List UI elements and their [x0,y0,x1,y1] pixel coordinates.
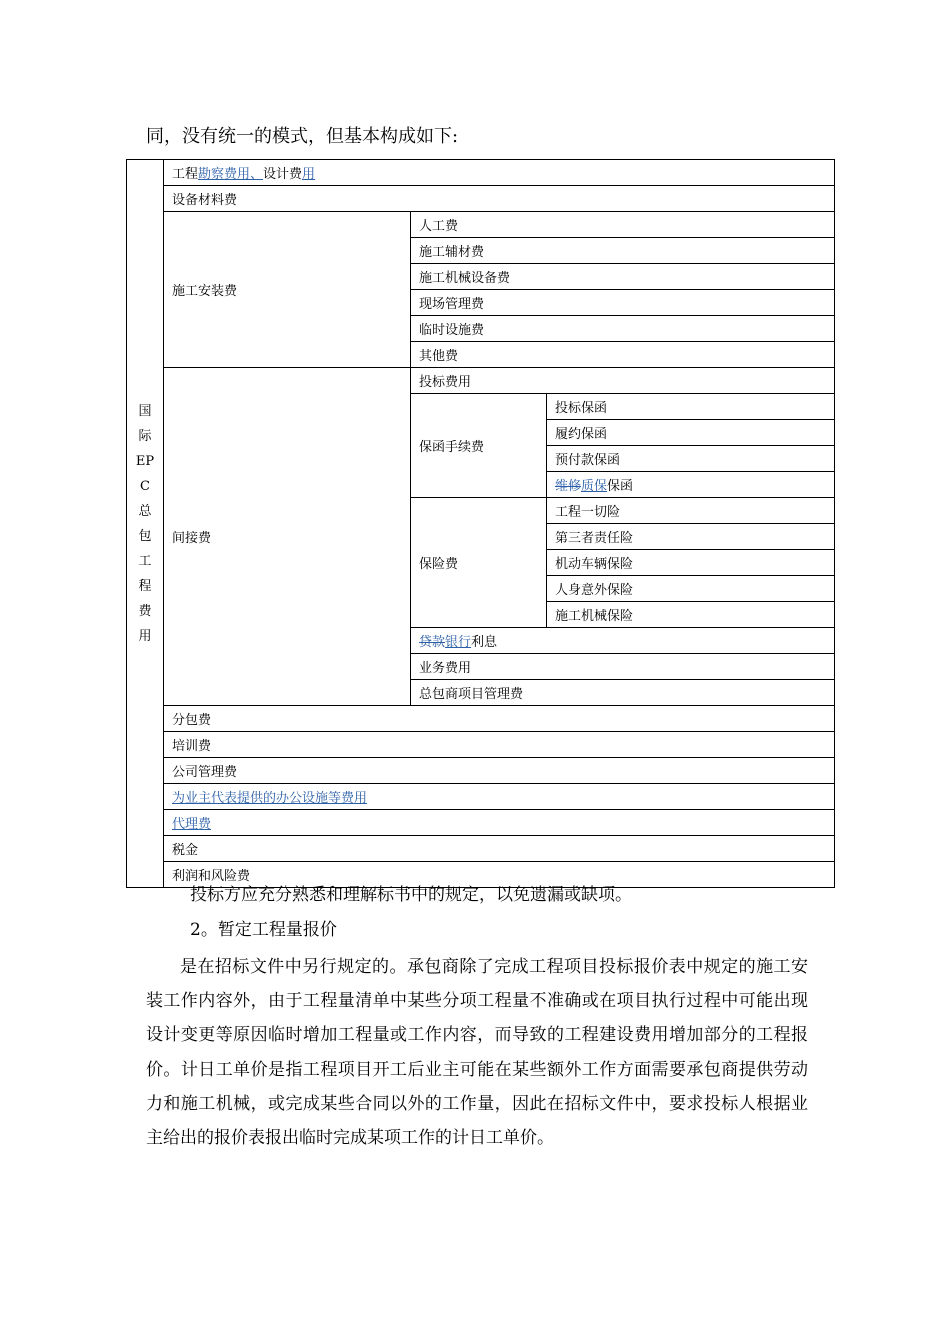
company-mgmt-cell: 公司管理费 [164,758,835,784]
equipment-fee-cell: 设备材料费 [164,186,835,212]
section-heading: 2。暂定工程量报价 [190,920,337,940]
bank-link[interactable]: 银行 [445,635,472,650]
indirect-fee-cell: 间接费 [164,368,411,706]
guarantee-fee-cell: 保函手续费 [411,394,547,498]
insurance-item: 人身意外保险 [547,576,835,602]
insurance-item: 施工机械保险 [547,602,835,628]
construction-item: 施工机械设备费 [411,264,835,290]
loan-strike-text: 贷款 [419,635,446,650]
construction-fee-cell: 施工安装费 [164,212,411,368]
loan-tail: 利息 [471,635,498,650]
guarantee-item: 预付款保函 [547,446,835,472]
construction-item: 施工辅材费 [411,238,835,264]
design-fee-link[interactable]: 勘察费用、 [198,167,264,182]
agency-fee-cell [164,810,835,836]
bid-cost-cell: 投标费用 [411,368,835,394]
design-fee-cell [164,160,835,186]
loan-interest-cell [411,628,835,654]
guarantee-item-maintenance [547,472,835,498]
business-fee-cell: 业务费用 [411,654,835,680]
construction-item: 其他费 [411,342,835,368]
root-category-label: 国际EPC总包工程费用 [135,403,155,644]
insurance-item: 机动车辆保险 [547,550,835,576]
insurance-fee-cell: 保险费 [411,498,547,628]
tax-cell: 税金 [164,836,835,862]
subcontract-fee-cell: 分包费 [164,706,835,732]
construction-item: 临时设施费 [411,316,835,342]
epc-cost-table [126,159,835,888]
construction-item: 人工费 [411,212,835,238]
body-paragraph: 是在招标文件中另行规定的。承包商除了完成工程项目投标报价表中规定的施工安装工作内容外，由于工程量清单中某些分项工程量不准确或在项目执行过程中可能出现设计变更等原因临时增加工程量或工作内容，而导致的工程建设费用增加部分的工程报价。计日工单价是指工程项目开工后业主可能在某些额外工作方面需要承包商提供劳动力和施工机械，或完成某些合同以外的工作量，因此在招标文件中，要求投标人根据业主给出的报价表报出临时完成某项工作的计日工单价。 [146,957,808,1149]
design-fee-tail-link[interactable]: 用 [302,167,316,182]
guarantee-item: 履约保函 [547,420,835,446]
after-table-text: 投标方应充分熟悉和理解标书中的规定，以免遗漏或缺项。 [190,885,632,905]
maintenance-link[interactable]: 质保 [581,479,608,494]
maintenance-strike-text: 维修 [555,479,582,494]
root-category-cell [127,160,164,888]
contractor-mgmt-cell: 总包商项目管理费 [411,680,835,706]
profit-risk-cell: 利润和风险费 [164,862,835,888]
insurance-item: 工程一切险 [547,498,835,524]
insurance-item: 第三者责任险 [547,524,835,550]
design-fee-mid: 设计费 [263,167,303,182]
maintenance-tail: 保函 [607,479,634,494]
guarantee-item: 投标保函 [547,394,835,420]
training-fee-cell: 培训费 [164,732,835,758]
agency-fee-link[interactable]: 代理费 [172,817,212,832]
design-fee-prefix: 工程 [172,167,199,182]
intro-text: 同，没有统一的模式，但基本构成如下: [146,126,459,147]
construction-item: 现场管理费 [411,290,835,316]
owner-office-cell [164,784,835,810]
owner-office-link[interactable]: 为业主代表提供的办公设施等费用 [172,791,368,806]
